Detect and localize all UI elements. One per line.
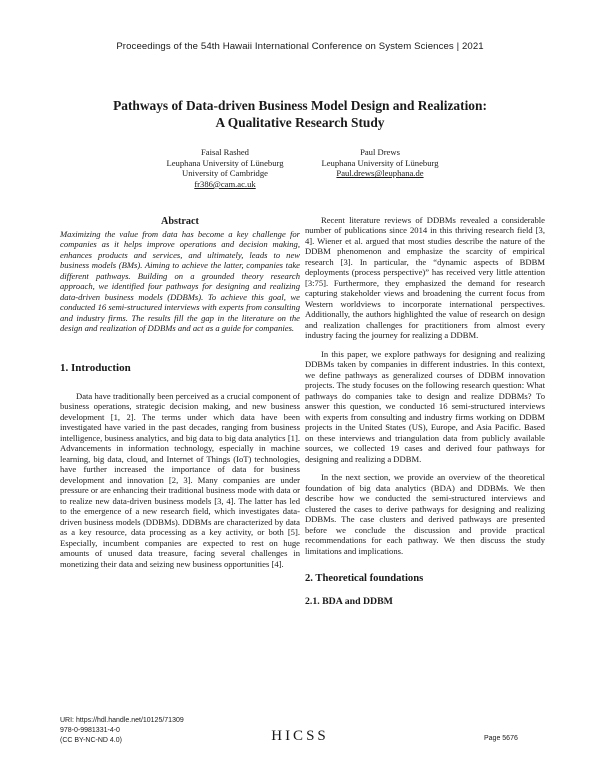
abstract-heading: Abstract — [161, 216, 199, 227]
author-name: Paul Drews — [360, 147, 400, 157]
section-heading-theoretical-foundations: 2. Theoretical foundations — [305, 573, 424, 585]
author-block-1 — [145, 147, 305, 189]
footer-license: (CC BY-NC-ND 4.0) — [60, 736, 122, 744]
author-block-2 — [300, 147, 460, 179]
footer-isbn: 978-0-9981331-4-0 — [60, 726, 120, 734]
title-line-1: Pathways of Data-driven Business Model Design and Realization: — [113, 98, 487, 113]
author-email-link[interactable]: fr386@cam.ac.uk — [194, 178, 256, 189]
page-number: Page 5676 — [484, 735, 518, 742]
subsection-heading-bda-ddbm: 2.1. BDA and DDBM — [305, 596, 393, 608]
section-heading-introduction: 1. Introduction — [60, 361, 131, 374]
author-email-link[interactable]: Paul.drews@leuphana.de — [336, 168, 424, 179]
author-affiliation: Leuphana University of Lüneburg — [321, 157, 439, 168]
intro-paragraph-1: Data have traditionally been perceived as a crucial component of business operations, strategic decision making, and new business development [1, 2]. The terms under which data have been investigated have varied in the past decades, ranging from business intelligence, business analytics, and big data to big data analytics [1]. Advancements in information technology, especially in machine learning, big data, cloud, and Internet of Things (IoT) technologies, have further increased the importance of data for business development and innovation [2, 3]. Many companies are under pressure or are enhancing their traditional business mode with data or to realize new data-driven business models [3, 4]. The latter has led to the emergence of a new research field, which investigates data-driven business models (DDBMs). DDBMs are characterized by data as a key resource, data processing as a key activity, or both [5]. Especially, incumbent companies are expected to rest on huge amounts of unused data treasure, facing several challenges in monetizing their data and seizing new business opportunities [4]. — [60, 390, 300, 569]
paper-title — [60, 98, 540, 131]
author-affiliation: Leuphana University of Lüneburg — [166, 157, 284, 168]
intro-paragraph-4: In the next section, we provide an overview of the theoretical foundation of big data analytics (BDA) and DDBMs. We then describe how we conducted the semi-structured interviews and clustered the cases to derive pathways for designing and realizing DDBMs. The case clusters and derived pathways are presented before we conclude the discussion and provide practical recommendations for each pathway. We then discuss the study limitations and implications. — [305, 472, 545, 556]
author-affiliation: University of Cambridge — [182, 168, 268, 179]
footer-citation-info — [60, 716, 184, 745]
author-name: Faisal Rashed — [201, 147, 249, 157]
intro-paragraph-2: Recent literature reviews of DDBMs revealed a considerable number of publications since 2014 in this thriving research field [3, 4]. Wiener et al. argued that most studies describe the nature of the DDBM phenomenon and emphasize the scarcity of empirical research [3]. In particular, the “dynamic aspects of BDBM deployments (process perspective)” has received very little attention [3:75]. Furthermore, they emphasized the demand for research capturing stakeholder views and broadening the current focus from Western worldviews to incorporate international perspectives. Additionally, the authors highlighted the value of research on design and realization challenges for practitioners from almost every industry facing the journey for realizing a DDBM. — [305, 215, 545, 341]
left-column — [60, 215, 300, 577]
footer-uri: URI: https://hdl.handle.net/10125/71309 — [60, 717, 184, 724]
conference-header: Proceedings of the 54th Hawaii International Conference on System Sciences | 2021 — [116, 41, 484, 52]
hicss-logo: HICSS — [271, 728, 329, 744]
title-line-2: A Qualitative Research Study — [215, 114, 385, 130]
right-column — [305, 215, 545, 608]
abstract-text: Maximizing the value from data has become a key challenge for companies as it helps improve operations and decision making, enhances products and services, and ultimately, leads to new business models (BMs). Aiming to achieve the latter, companies take different pathways. Building on a grounded theory research approach, we identified four pathways for designing and realizing data-driven business models (DDBMs). To achieve this goal, we conducted 16 semi-structured interviews with experts from consulting and industry firms. The results fill the gap in the literature on the design and realization of DDBMs and act as a guide for companies. — [60, 229, 300, 334]
intro-paragraph-3: In this paper, we explore pathways for designing and realizing DDBMs taken by companies in different industries. In this context, we define pathways as generalized courses of DDBM innovation projects. The study focuses on the following research question: What pathways do companies take to design and realize DDBMs? To answer this question, we conducted 16 semi-structured interviews with experts from consulting and industry firms working on DDBM projects in the United States (US), Europe, and Asia Pacific. Based on these interviews and triangulation data from publicly available sources, we collected 19 cases and derived four pathways for designing and realizing a DDBM. — [305, 348, 545, 464]
